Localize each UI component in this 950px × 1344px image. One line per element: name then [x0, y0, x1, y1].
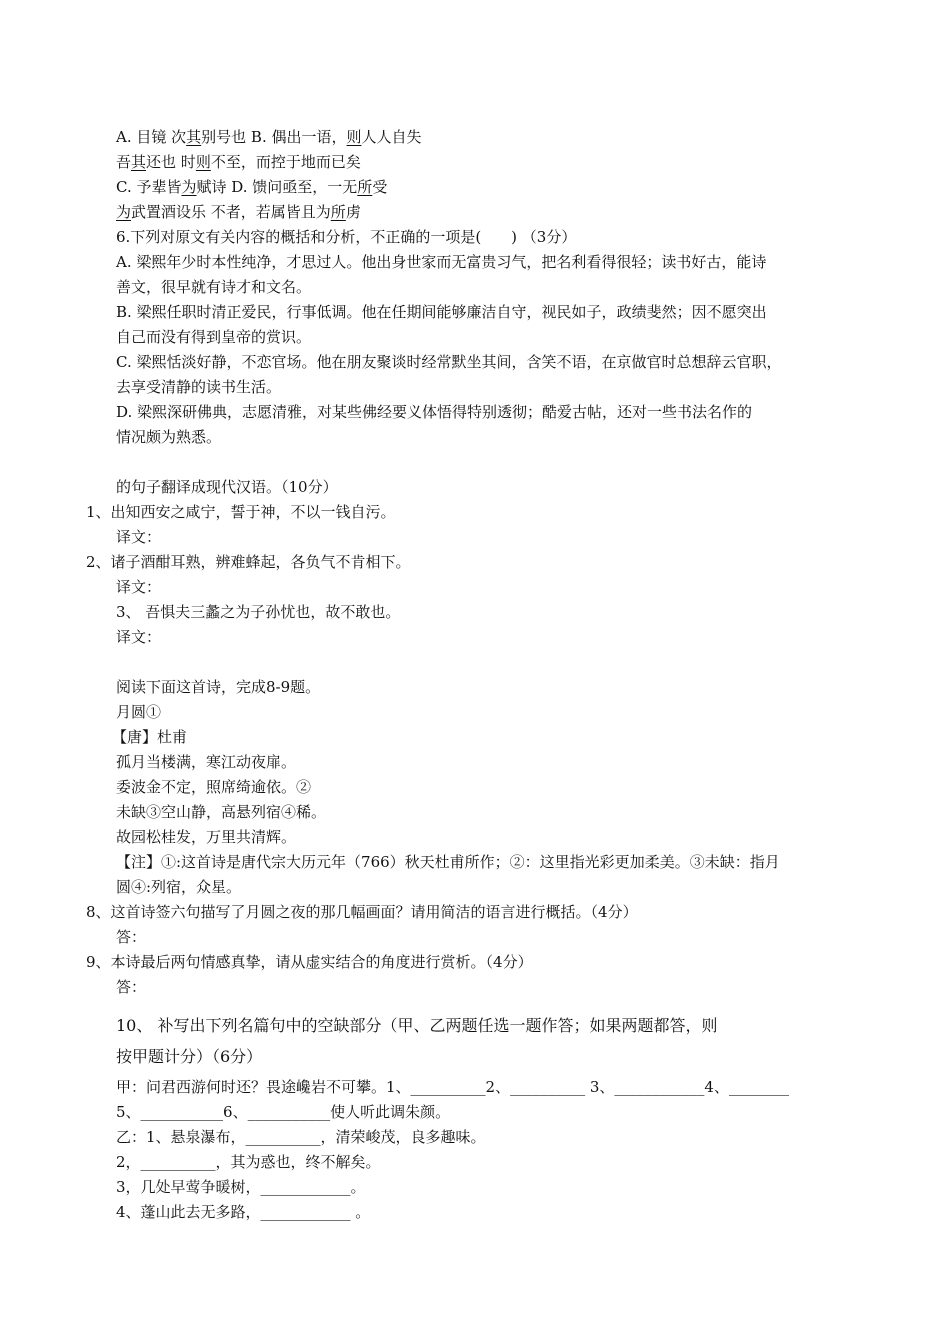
q6-option-c: C. 梁熙恬淡好静，不恋官场。他在朋友聚谈时经常默坐其间，含笑不语，在京做官时总想辞云官职，: [116, 353, 782, 371]
q6-option-d: D. 梁熙深研佛典，志愿清雅，对某些佛经要义体悟得特别透彻；酷爱古帖，还对一些书法名作的: [116, 403, 753, 421]
q5-option-cd-line2: 为武置酒设乐 不者，若属皆且为所虏: [116, 203, 361, 221]
q6-option-a-cont: 善文，很早就有诗才和文名。: [116, 278, 312, 296]
poem-line-4: 故园松桂发，万里共清辉。: [116, 828, 297, 846]
q5-option-cd: C. 予辈皆为赋诗 D. 馈问亟至，一无所受: [116, 178, 388, 196]
q10-jia-line-1: 甲：问君西游何时还？畏途巉岩不可攀。1、__________2、__________ 3、____________4、________: [116, 1078, 789, 1096]
q6-option-c-cont: 去享受清静的读书生活。: [116, 378, 282, 396]
q5-option-ab-line2: 吾其还也 时则不至，而控于地而已矣: [116, 153, 361, 171]
q7-stem: 的句子翻译成现代汉语。（10分）: [116, 478, 338, 496]
q7-sentence-3: 3、 吾惧夫三蠡之为子孙忧也，故不敢也。: [116, 603, 401, 621]
q10-yi-line-3: 3，几处早莺争暖树，____________。: [116, 1178, 366, 1196]
q8-answer: 答：: [116, 928, 147, 946]
poem-note-cont: 圆④:列宿，众星。: [116, 878, 242, 896]
q7-translation-2: 译文：: [116, 578, 162, 596]
q7-translation-1: 译文：: [116, 528, 162, 546]
q7-sentence-1: 1、出知西安之咸宁，誓于神，不以一钱自污。: [86, 503, 396, 521]
poem-title: 月圆①: [116, 703, 162, 721]
q9-stem: 9、本诗最后两句情感真挚，请从虚实结合的角度进行赏析。（4分）: [86, 953, 533, 971]
q6-stem: 6.下列对原文有关内容的概括和分析，不正确的一项是( ) （3分）: [116, 228, 577, 246]
poem-line-1: 孤月当楼满，寒江动夜扉。: [116, 753, 297, 771]
q10-stem: 10、 补写出下列名篇句中的空缺部分（甲、乙两题任选一题作答；如果两题都答，则: [116, 1016, 718, 1035]
poem-intro: 阅读下面这首诗，完成8-9题。: [116, 678, 321, 696]
q10-stem-cont: 按甲题计分）（6分）: [116, 1047, 263, 1066]
q7-translation-3: 译文：: [116, 628, 162, 646]
q8-stem: 8、这首诗签六句描写了月圆之夜的那几幅画面？请用简洁的语言进行概括。（4分）: [86, 903, 638, 921]
q6-option-b: B. 梁熙任职时清正爱民，行事低调。他在任期间能够廉洁自守，视民如子，政绩斐然；因不愿突出: [116, 303, 767, 321]
q6-option-b-cont: 自己而没有得到皇帝的赏识。: [116, 328, 312, 346]
q5-option-ab: A. 目镜 次其别号也 B. 偶出一语，则人人自失: [116, 128, 422, 146]
q10-jia-line-2: 5、___________6、___________使人听此调朱颜。: [116, 1103, 451, 1121]
q7-sentence-2: 2、诸子酒酣耳熟，辨难蜂起，各负气不肯相下。: [86, 553, 411, 571]
q10-yi-line-1: 乙：1、悬泉瀑布，__________，清荣峻茂，良多趣味。: [116, 1128, 486, 1146]
q10-yi-line-2: 2，__________，其为惑也，终不解矣。: [116, 1153, 381, 1171]
poem-line-2: 委波金不定，照席绮逾依。②: [116, 778, 312, 796]
q9-answer: 答：: [116, 978, 147, 996]
q6-option-d-cont: 情况颇为熟悉。: [116, 428, 222, 446]
q6-option-a: A. 梁熙年少时本性纯净，才思过人。他出身世家而无富贵习气，把名利看得很轻；读书好古，能诗: [116, 253, 767, 271]
poem-author: 【唐】杜甫: [112, 728, 188, 746]
poem-line-3: 未缺③空山静，高悬列宿④稀。: [116, 803, 327, 821]
poem-note: 【注】①:这首诗是唐代宗大历元年（766）秋天杜甫所作；②：这里指光彩更加柔美。③未缺：指月: [116, 853, 780, 871]
q10-yi-line-4: 4、蓬山此去无多路，____________ 。: [116, 1203, 371, 1221]
